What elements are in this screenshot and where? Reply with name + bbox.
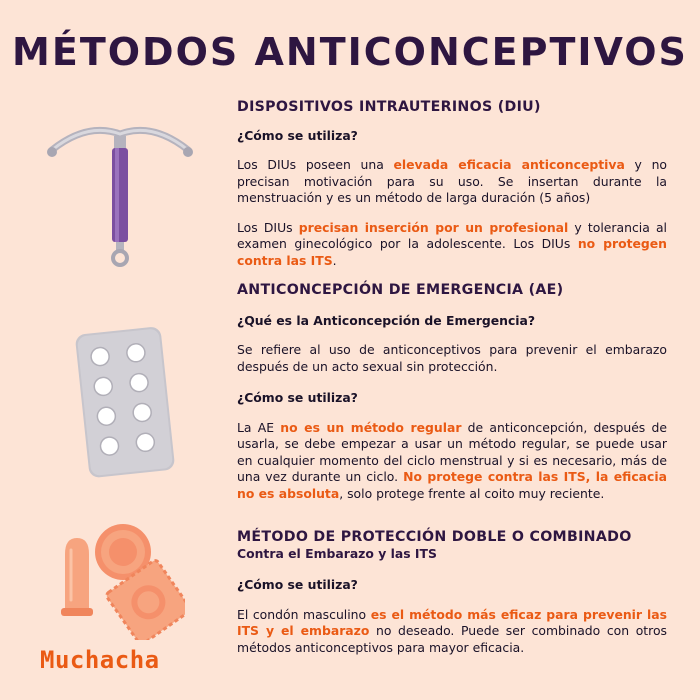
highlight: elevada eficacia anticonceptiva — [393, 157, 625, 172]
diu-title: DISPOSITIVOS INTRAUTERINOS (DIU) — [237, 99, 541, 115]
ae-paragraph-1: Se refiere al uso de anticonceptivos para prevenir el embarazo después de un acto sexual sin protección. — [237, 342, 667, 374]
text: La AE — [237, 419, 281, 435]
text: de anticoncepción, después de usarla, se debe empezar a usar un método regular, se puede usar en cualquier momento del ciclo menstrual y si es necesario, más de una vez durante un ciclo. — [237, 419, 667, 484]
highlight: , — [585, 469, 596, 484]
highlight: no es un método regular — [280, 419, 462, 435]
text: , solo protege frente al coito muy reciente. — [339, 485, 605, 501]
iud-icon — [42, 118, 202, 278]
text: . — [332, 252, 337, 268]
doble-question: ¿Cómo se utiliza? — [237, 577, 358, 592]
condom-icon — [55, 520, 185, 640]
text: El condón masculino — [237, 606, 371, 622]
diu-section — [237, 99, 667, 269]
highlight: la eficacia no es absoluta — [237, 469, 667, 501]
ae-section — [237, 282, 667, 502]
highlight: precisan inserción por un profesional — [298, 219, 569, 235]
highlight: no protegen contra las ITS — [237, 236, 668, 268]
doble-title: MÉTODO DE PROTECCIÓN DOBLE O COMBINADO — [237, 529, 632, 545]
text: no deseado. Puede ser combinado con otros métodos anticonceptivos para mayor eficacia. — [237, 623, 667, 655]
page-title: MÉTODOS ANTICONCEPTIVOS — [12, 30, 688, 74]
ae-question-1: ¿Qué es la Anticoncepción de Emergencia? — [237, 312, 536, 328]
doble-paragraph-1 — [237, 607, 667, 657]
text: y no precisan motivación para su uso. Se insertan durante la menstruación y es un método de larga duración (5 años) — [237, 157, 667, 205]
doble-section — [237, 529, 667, 656]
text: Los DIUs — [237, 219, 299, 235]
brand-logo: Muchacha — [40, 646, 160, 674]
diu-question: ¿Cómo se utiliza? — [237, 127, 358, 143]
diu-paragraph-1 — [237, 157, 667, 207]
highlight: es el método más eficaz para prevenir las ITS y el embarazo — [237, 606, 667, 638]
text: y tolerancia al examen ginecológico por la adolescente. Los DIUs — [237, 219, 667, 251]
ae-paragraph-2 — [237, 420, 667, 503]
ae-title: ANTICONCEPCIÓN DE EMERGENCIA (AE) — [237, 282, 564, 298]
diu-paragraph-2 — [237, 220, 667, 270]
highlight: No protege contra las ITS — [403, 469, 586, 484]
doble-subtitle: Contra el Embarazo y las ITS — [237, 545, 437, 561]
pill-blister-icon — [72, 322, 182, 482]
ae-question-2: ¿Cómo se utiliza? — [237, 390, 358, 405]
text: Los DIUs poseen una — [237, 157, 394, 172]
